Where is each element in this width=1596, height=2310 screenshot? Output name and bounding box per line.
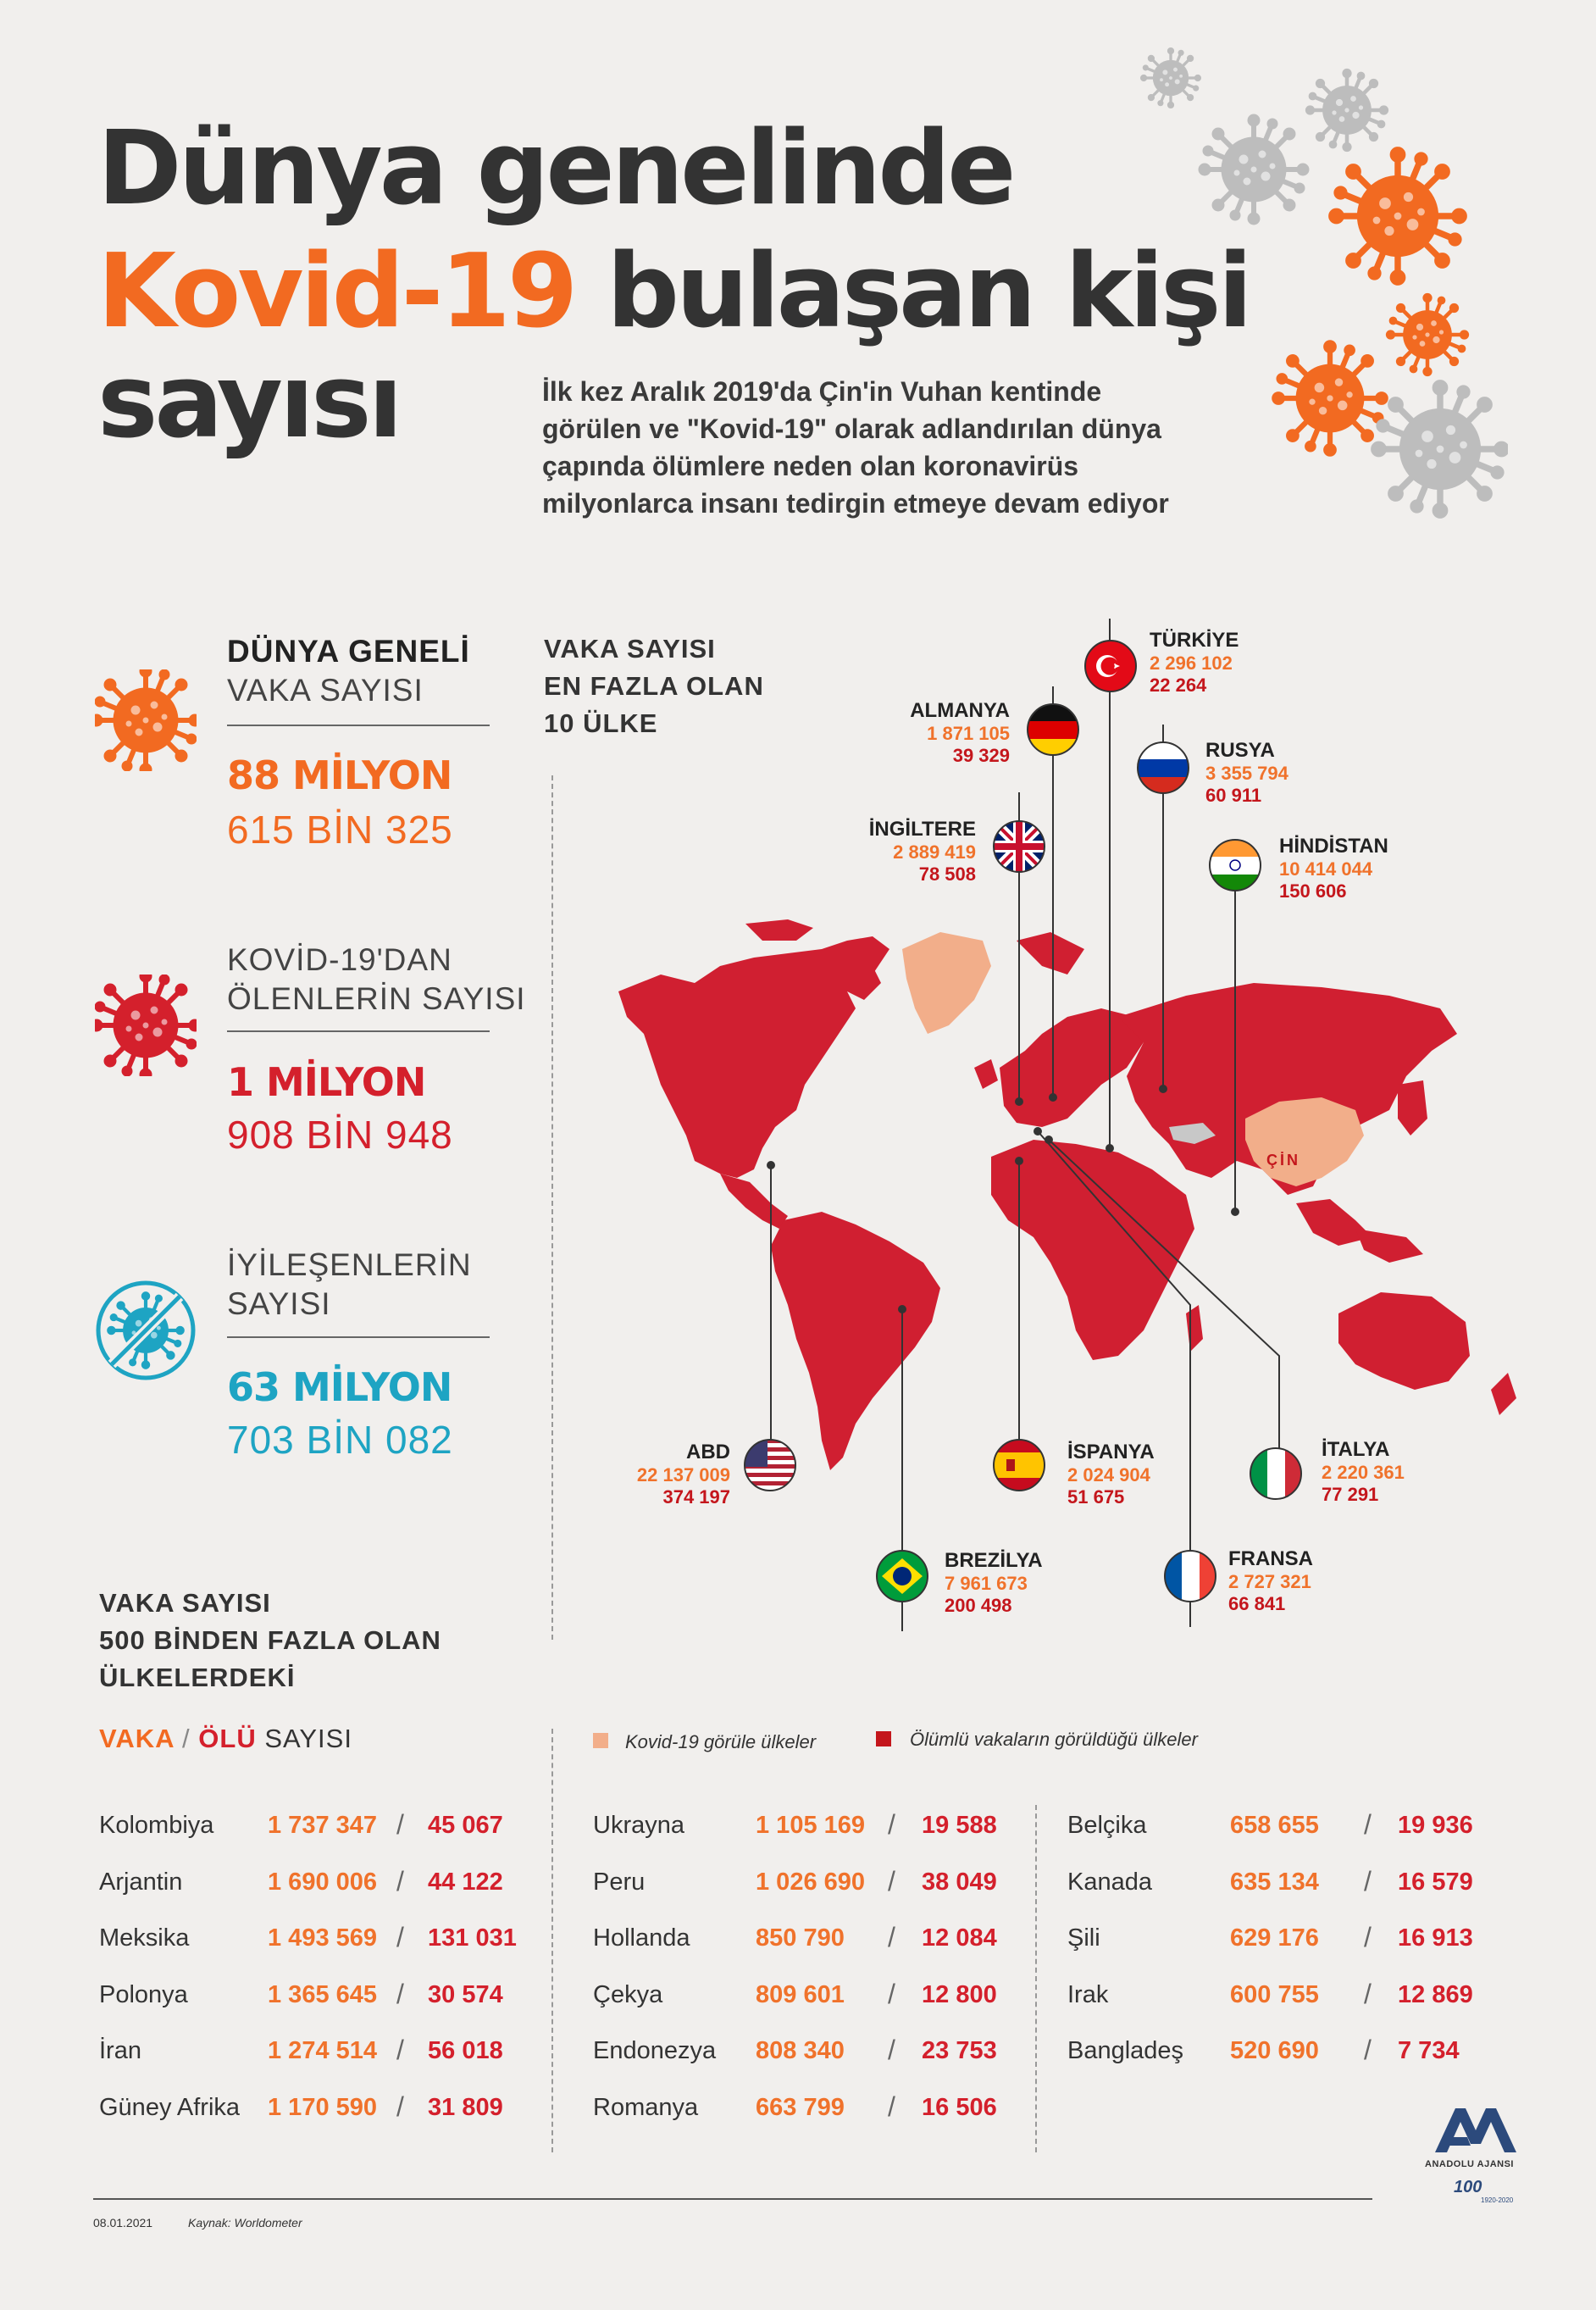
country-deaths: 78 508 — [918, 863, 976, 885]
country-deaths: 150 606 — [1279, 880, 1347, 902]
row-country-name: İran — [99, 2037, 141, 2064]
recovered-label: İYİLEŞENLERİN SAYISI — [227, 1247, 472, 1321]
row-country-name: Kolombiya — [99, 1812, 214, 1839]
row-separator: / — [396, 1865, 404, 1896]
row-death-count: 38 049 — [922, 1868, 997, 1896]
legend-swatch-seen — [593, 1733, 608, 1748]
row-country-name: Kanada — [1067, 1868, 1152, 1896]
country-deaths: 60 911 — [1205, 785, 1262, 806]
country-name: BREZİLYA — [945, 1549, 1043, 1572]
row-country-name: Belçika — [1067, 1812, 1147, 1839]
row-separator: / — [1364, 1922, 1372, 1952]
row-separator: / — [1364, 1978, 1372, 2009]
country-cases: 10 414 044 — [1279, 858, 1373, 880]
footer-date: 08.01.2021 — [93, 2216, 153, 2229]
france-flag — [1164, 1550, 1216, 1602]
row-separator: / — [888, 2035, 895, 2065]
country-cases: 2 889 419 — [893, 841, 976, 863]
row-case-count: 1 493 569 — [268, 1924, 378, 1952]
row-separator: / — [888, 2091, 895, 2122]
row-death-count: 31 809 — [428, 2093, 503, 2121]
row-separator: / — [1364, 1809, 1372, 1840]
brazil-flag — [876, 1550, 928, 1602]
country-deaths: 39 329 — [952, 745, 1010, 766]
row-separator: / — [396, 2035, 404, 2065]
country-cases: 3 355 794 — [1205, 763, 1288, 784]
table-subtitle: VAKA / ÖLÜ SAYISI — [99, 1724, 352, 1753]
row-case-count: 635 134 — [1230, 1868, 1319, 1896]
row-death-count: 12 800 — [922, 1980, 997, 2008]
row-death-count: 16 913 — [1398, 1924, 1473, 1952]
row-country-name: Peru — [593, 1868, 646, 1896]
row-case-count: 629 176 — [1230, 1924, 1319, 1952]
country-cases: 2 024 904 — [1067, 1464, 1150, 1485]
row-country-name: Hollanda — [593, 1924, 690, 1952]
germany-flag — [1027, 703, 1079, 756]
country-name: İTALYA — [1322, 1438, 1390, 1461]
usa-flag — [744, 1439, 796, 1491]
row-death-count: 131 031 — [428, 1924, 517, 1952]
row-death-count: 12 869 — [1398, 1980, 1473, 2008]
country-callout-spain — [1067, 1441, 1155, 1508]
row-separator: / — [888, 1978, 895, 2009]
country-deaths: 22 264 — [1150, 675, 1207, 696]
table-section-title: VAKA SAYISI 500 BİNDEN FAZLA OLAN ÜLKELERDEKİ — [99, 1588, 441, 1692]
country-callout-india — [1279, 835, 1388, 902]
russia-flag — [1137, 741, 1189, 794]
row-case-count: 663 799 — [756, 2093, 845, 2121]
china-label: ÇİN — [1266, 1152, 1300, 1169]
row-country-name: Ukrayna — [593, 1812, 684, 1839]
row-country-name: Romanya — [593, 2093, 699, 2121]
title-highlight: Kovid-19 — [97, 233, 575, 351]
country-callout-italy — [1322, 1438, 1405, 1506]
row-case-count: 1 737 347 — [268, 1812, 378, 1839]
row-separator: / — [1364, 2035, 1372, 2065]
legend-label-seen: Kovid-19 görüle ülkeler — [625, 1731, 817, 1752]
page-title-line1: Dünya genelinde — [97, 110, 1013, 228]
country-cases: 1 871 105 — [927, 723, 1010, 744]
map-title: VAKA SAYISI EN FAZLA OLAN 10 ÜLKE — [544, 634, 764, 738]
row-separator: / — [1364, 1865, 1372, 1896]
country-deaths: 374 197 — [662, 1486, 730, 1508]
row-case-count: 850 790 — [756, 1924, 845, 1952]
row-death-count: 12 084 — [922, 1924, 997, 1952]
country-callout-usa — [637, 1441, 730, 1508]
row-separator: / — [888, 1809, 895, 1840]
italy-flag — [1250, 1447, 1302, 1500]
country-callout-brazil — [945, 1549, 1043, 1617]
row-death-count: 44 122 — [428, 1868, 503, 1896]
cases-total-small: 615 BİN 325 — [227, 808, 453, 852]
row-case-count: 809 601 — [756, 1980, 845, 2008]
row-separator: / — [396, 1809, 404, 1840]
logo-100-mark: 100 — [1454, 2178, 1482, 2196]
row-separator: / — [396, 1922, 404, 1952]
turkey-flag — [1084, 640, 1137, 692]
row-country-name: Güney Afrika — [99, 2093, 241, 2121]
page-title-line3: sayısı — [97, 343, 400, 461]
row-death-count: 16 506 — [922, 2093, 997, 2121]
row-death-count: 7 734 — [1398, 2037, 1460, 2064]
spain-flag — [993, 1439, 1045, 1491]
country-name: İNGİLTERE — [868, 818, 976, 841]
row-country-name: Bangladeş — [1067, 2037, 1184, 2064]
row-country-name: Çekya — [593, 1980, 663, 2008]
country-cases: 22 137 009 — [636, 1464, 730, 1485]
row-case-count: 1 274 514 — [268, 2037, 378, 2064]
country-name: TÜRKİYE — [1150, 629, 1239, 652]
row-country-name: Arjantin — [99, 1868, 183, 1896]
country-cases: 2 727 321 — [1228, 1571, 1311, 1592]
row-death-count: 45 067 — [428, 1812, 503, 1839]
country-name: HİNDİSTAN — [1279, 835, 1388, 858]
logo-years: 1920-2020 — [1481, 2196, 1514, 2204]
country-deaths: 51 675 — [1067, 1486, 1125, 1508]
country-cases: 7 961 673 — [945, 1573, 1028, 1594]
row-country-name: Polonya — [99, 1980, 188, 2008]
row-death-count: 30 574 — [428, 1980, 503, 2008]
row-case-count: 658 655 — [1230, 1812, 1319, 1839]
footer-source: Kaynak: Worldometer — [188, 2216, 302, 2229]
row-case-count: 1 105 169 — [756, 1812, 866, 1839]
country-cases: 2 296 102 — [1150, 652, 1233, 674]
row-death-count: 16 579 — [1398, 1868, 1473, 1896]
row-separator: / — [888, 1922, 895, 1952]
country-name: RUSYA — [1205, 739, 1275, 762]
country-deaths: 200 498 — [945, 1595, 1012, 1616]
footer-rule — [93, 2198, 1372, 2200]
anadolu-ajansi-logo — [1423, 2102, 1525, 2161]
legend-swatch-deaths — [876, 1731, 891, 1746]
legend-label-deaths: Ölümlü vakaların görüldüğü ülkeler — [910, 1729, 1198, 1750]
title-line2-rest: bulaşan kişi — [607, 233, 1250, 351]
row-case-count: 1 690 006 — [268, 1868, 378, 1896]
row-death-count: 19 936 — [1398, 1812, 1473, 1839]
country-name: ALMANYA — [910, 699, 1010, 722]
row-case-count: 1 026 690 — [756, 1868, 866, 1896]
country-name: İSPANYA — [1067, 1441, 1155, 1463]
row-country-name: Endonezya — [593, 2037, 717, 2064]
country-callout-germany — [910, 699, 1010, 767]
india-flag — [1209, 839, 1261, 891]
row-death-count: 19 588 — [922, 1812, 997, 1839]
row-case-count: 1 365 645 — [268, 1980, 378, 2008]
row-case-count: 600 755 — [1230, 1980, 1319, 2008]
country-callout-france — [1228, 1547, 1313, 1615]
row-country-name: Şili — [1067, 1924, 1100, 1952]
row-separator: / — [396, 2091, 404, 2122]
country-name: ABD — [686, 1441, 730, 1463]
deaths-total-small: 908 BİN 948 — [227, 1113, 453, 1157]
row-case-count: 808 340 — [756, 2037, 845, 2064]
row-country-name: Meksika — [99, 1924, 190, 1952]
uk-flag — [993, 820, 1045, 873]
cases-label: DÜNYA GENELİ VAKA SAYISI — [227, 634, 470, 708]
country-deaths: 66 841 — [1228, 1593, 1286, 1614]
row-case-count: 1 170 590 — [268, 2093, 378, 2121]
country-name: FRANSA — [1228, 1547, 1313, 1570]
logo-text: ANADOLU AJANSI — [1425, 2159, 1514, 2169]
country-deaths: 77 291 — [1322, 1484, 1379, 1505]
country-cases: 2 220 361 — [1322, 1462, 1405, 1483]
deaths-total-big: 1 MİLYON — [227, 1059, 426, 1105]
recovered-total-big: 63 MİLYON — [227, 1364, 452, 1410]
country-callout-turkey — [1150, 629, 1239, 697]
intro-paragraph: İlk kez Aralık 2019'da Çin'in Vuhan kentinde görülen ve "Kovid-19" olarak adlandırılan dünya çapında ölümlere neden olan koronavirüs milyonlarca insanı tedirgin etmeye devam ediyor — [542, 376, 1169, 519]
row-case-count: 520 690 — [1230, 2037, 1319, 2064]
row-separator: / — [396, 1978, 404, 2009]
row-country-name: Irak — [1067, 1980, 1109, 2008]
row-death-count: 56 018 — [428, 2037, 503, 2064]
row-death-count: 23 753 — [922, 2037, 997, 2064]
row-separator: / — [888, 1865, 895, 1896]
cases-total-big: 88 MİLYON — [227, 752, 452, 798]
country-callout-russia — [1205, 739, 1288, 807]
recovered-total-small: 703 BİN 082 — [227, 1418, 453, 1462]
country-callout-uk — [869, 818, 976, 886]
deaths-label: KOVİD-19'DAN ÖLENLERİN SAYISI — [227, 942, 526, 1016]
